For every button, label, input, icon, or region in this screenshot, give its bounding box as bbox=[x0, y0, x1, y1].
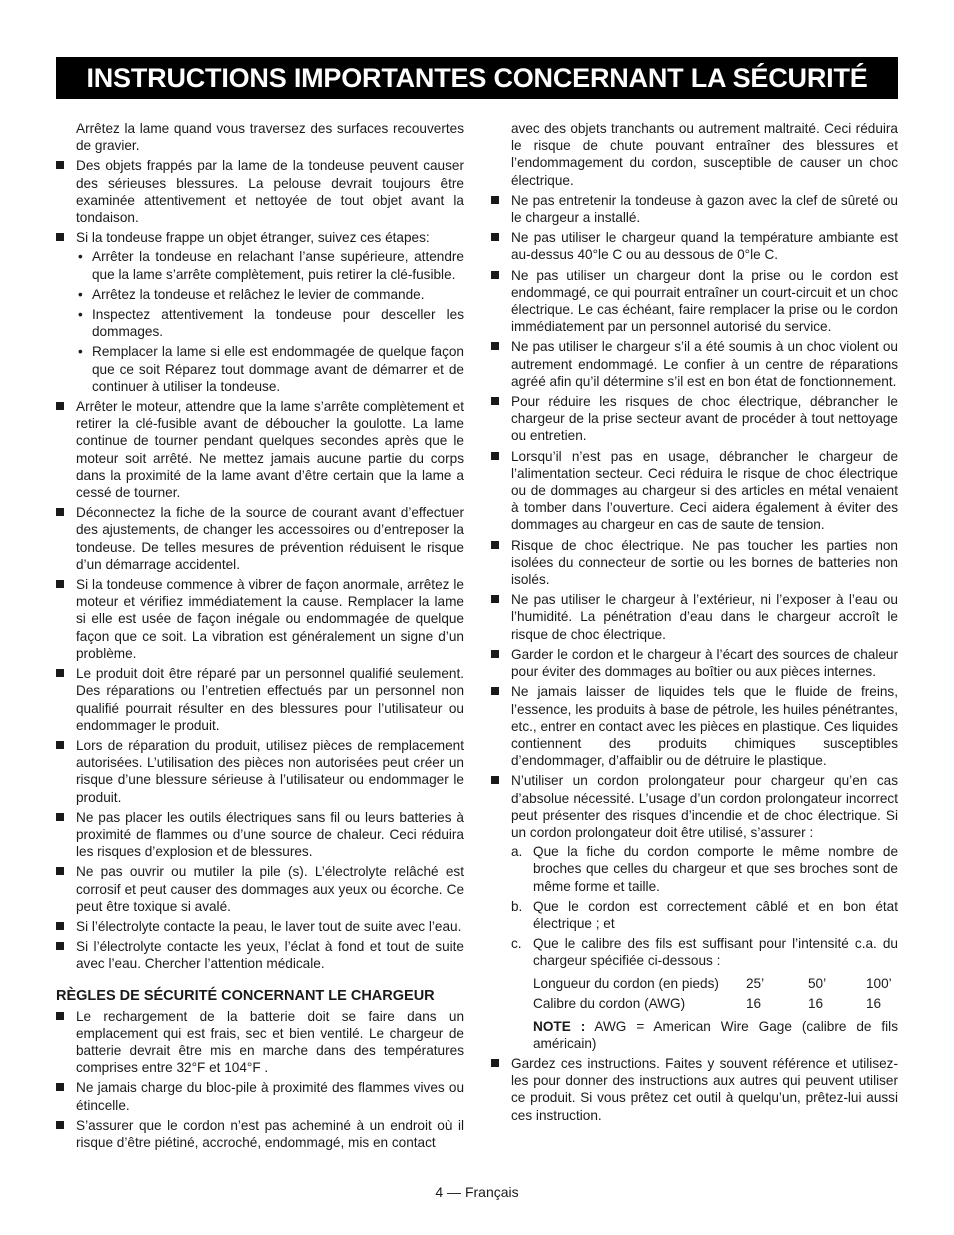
list-item: Pour réduire les risques de choc électrique, débrancher le chargeur de la prise secteur avant de procéder à tout nettoyage ou entretien. bbox=[491, 393, 898, 445]
list-item: Gardez ces instructions. Faites y souvent référence et utilisez-les pour donner des instructions aux autres qui peuvent utiliser ce produit. Si vous prêtez cet outil à quelqu’un, prêtez-lui aussi ces instruction. bbox=[491, 1055, 898, 1124]
alpha-label: a. bbox=[511, 844, 523, 860]
table-cell: 25’ bbox=[746, 975, 765, 991]
list-item: Si la tondeuse commence à vibrer de façon anormale, arrêtez le moteur et vérifiez immédiatement la cause. Remplacer la lame si elle est usée de façon inégale ou endommagée de quelque façon que ce soit. La vibration est généralement un signe d’un problème. bbox=[56, 576, 464, 662]
alpha-text: Que le calibre des fils est suffisant pour l’intensité c.a. du chargeur spécifiée ci-dessous : bbox=[533, 936, 898, 969]
list-item-text: N’utiliser un cordon prolongateur pour chargeur qu’en cas d’absolue nécessité. L’usage d’un cordon prolongateur incorrect peut présenter des risques d’incendie et de choc électrique. Si un cordon prolongateur doit être utilisé, s’assurer : bbox=[511, 773, 898, 840]
section-heading: RÈGLES DE SÉCURITÉ CONCERNANT LE CHARGEUR bbox=[56, 987, 435, 1004]
left-column bbox=[56, 120, 464, 1154]
right-column bbox=[491, 120, 898, 1127]
sub-step: • Remplacer la lame si elle est endommagée de quelque façon que ce soit Réparez tout dommage avant de démarrer et de continuer à utiliser la tondeuse. bbox=[76, 343, 464, 395]
list-item: Ne pas utiliser le chargeur quand la température ambiante est au-dessus 40°le C ou au dessous de 0°le C. bbox=[491, 229, 898, 263]
bullet-list-right bbox=[491, 192, 898, 1124]
continuation-text: avec des objets tranchants ou autrement maltraité. Ceci réduira le risque de chute pouvant entraîner des blessures et l’endommagement du cordon, susceptible de causer un choc électrique. bbox=[511, 121, 898, 188]
page-number: 4 — Français bbox=[435, 1184, 519, 1200]
page-title: INSTRUCTIONS IMPORTANTES CONCERNANT LA SÉCURITÉ bbox=[56, 57, 898, 99]
alpha-text: Que le cordon est correctement câblé et en bon état électrique ; et bbox=[533, 898, 898, 931]
table-row bbox=[533, 994, 892, 1014]
list-item: Déconnectez la fiche de la source de courant avant d’effectuer des ajustements, de changer les accessoires ou d’entreposer la tondeuse. De telles mesures de prévention réduisent le risque d’un démarrage accidentel. bbox=[56, 504, 464, 573]
list-item: Le produit doit être réparé par un personnel qualifié seulement. Des réparations ou l’entretien effectués par un personnel non qualifié pourrait résulter en des blessures pour l’utilisateur ou endommager le produit. bbox=[56, 665, 464, 734]
list-item: Ne jamais laisser de liquides tels que le fluide de freins, l’essence, les produits à base de pétrole, les huiles pénétrantes, etc., entrer en contact avec les pièces en plastique. Ces liquides contiennent des produits chimiques susceptibles d’endommager, d’affaiblir ou de détruire le plastique. bbox=[491, 683, 898, 769]
list-item: Lorsqu’il n’est pas en usage, débrancher le chargeur de l’alimentation secteur. Ceci réduira le risque de choc électrique ou de dommages au chargeur si des articles en métal venaient à tomber dans l’ouverture. Ceci aidera également à éviter des dommages au chargeur en cas de saute de tension. bbox=[491, 448, 898, 534]
table-cell: Calibre du cordon (AWG) bbox=[533, 995, 686, 1011]
list-item: Garder le cordon et le chargeur à l’écart des sources de chaleur pour éviter des dommages au boîtier ou aux pièces internes. bbox=[491, 646, 898, 680]
intro-text: Arrêtez la lame quand vous traversez des surfaces recouvertes de gravier. bbox=[76, 121, 464, 154]
list-item: Ne pas utiliser le chargeur s’il a été soumis à un choc violent ou autrement endommagé. Le confier à un centre de réparations agréé afin qu’il détermine s’il est en bon état de fonctionnement. bbox=[491, 338, 898, 390]
page-footer bbox=[0, 1184, 954, 1200]
list-item: Ne pas entretenir la tondeuse à gazon avec la clef de sûreté ou le chargeur a installé. bbox=[491, 192, 898, 226]
list-item: Si l’électrolyte contacte les yeux, l’éclat à fond et tout de suite avec l’eau. Chercher l’attention médicale. bbox=[56, 938, 464, 972]
table-cell: 16 bbox=[866, 995, 882, 1011]
alpha-item bbox=[511, 935, 898, 969]
list-item-text: Si la tondeuse frappe un objet étranger, suivez ces étapes: bbox=[76, 230, 430, 246]
list-item: Le rechargement de la batterie doit se faire dans un emplacement qui est frais, sec et bien ventilé. Le chargeur de batterie devrait être mis en marche dans des températures comprises entre 32°F et 104°F . bbox=[56, 1008, 464, 1077]
list-item: Risque de choc électrique. Ne pas toucher les parties non isolées du connecteur de sortie ou les bornes de batteries non isolés. bbox=[491, 537, 898, 589]
list-item: Si l’électrolyte contacte la peau, le laver tout de suite avec l’eau. bbox=[56, 918, 464, 935]
list-item: Arrêter le moteur, attendre que la lame s’arrête complètement et retirer la clé-fusible avant de déboucher la goulotte. La lame continue de tourner pendant quelques secondes après que le moteur soit arrêté. Ne mettez jamais aucune partie du corps dans la proximité de la lame avant d’être certain que la lame a cessé de tourner. bbox=[56, 398, 464, 501]
note bbox=[511, 1018, 898, 1052]
cord-gauge-table bbox=[533, 974, 892, 1014]
bullet-list-a bbox=[56, 157, 464, 972]
list-item: Ne jamais charge du bloc-pile à proximité des flammes vives ou étincelle. bbox=[56, 1079, 464, 1113]
list-item: Ne pas placer les outils électriques sans fil ou leurs batteries à proximité de flammes ou d’une source de chaleur. Ceci réduira les risques d’explosion et de blessures. bbox=[56, 809, 464, 861]
alpha-label: c. bbox=[511, 936, 522, 952]
list-item bbox=[56, 229, 464, 395]
alpha-item bbox=[511, 843, 898, 895]
list-item: Ne pas ouvrir ou mutiler la pile (s). L’électrolyte relâché est corrosif et peut causer des dommages aux yeux ou écorche. Ce peut être toxique si avalé. bbox=[56, 863, 464, 915]
list-item: Des objets frappés par la lame de la tondeuse peuvent causer des sérieuses blessures. La pelouse devrait toujours être examinée attentivement et nettoyée de tout objet avant la tondaison. bbox=[56, 157, 464, 226]
sub-step-list bbox=[76, 248, 464, 395]
alpha-item bbox=[511, 898, 898, 932]
table-cell: 50’ bbox=[808, 975, 827, 991]
list-item: Ne pas utiliser un chargeur dont la prise ou le cordon est endommagé, ce qui pourrait entraîner un court-circuit et un choc électrique. Le cas échéant, faire remplacer la prise ou le cordon immédiatement par un personnel autorisé du service. bbox=[491, 267, 898, 336]
sub-step: • Inspectez attentivement la tondeuse pour desceller les dommages. bbox=[76, 306, 464, 340]
note-label: NOTE : bbox=[533, 1018, 586, 1034]
list-item bbox=[491, 772, 898, 1052]
note-text: AWG = American Wire Gage (calibre de fils américain) bbox=[533, 1018, 899, 1051]
bullet-list-c bbox=[56, 1008, 464, 1152]
table-cell: 16 bbox=[808, 995, 824, 1011]
sub-step: • Arrêter la tondeuse en relachant l’anse supérieure, attendre que la lame s’arrête complètement, puis retirer la clé-fusible. bbox=[76, 248, 464, 282]
list-item: Lors de réparation du produit, utilisez pièces de remplacement autorisées. L’utilisation des pièces non autorisées peut créer un risque d’une blessure sérieuse à l’utilisateur ou endommager le produit. bbox=[56, 737, 464, 806]
table-cell: 16 bbox=[746, 995, 762, 1011]
list-item: Ne pas utiliser le chargeur à l’extérieur, ni l’exposer à l’eau ou l’humidité. La pénétration d’eau dans le chargeur accroît le risque de choc électrique. bbox=[491, 591, 898, 643]
table-cell: 100’ bbox=[866, 975, 892, 991]
alpha-label: b. bbox=[511, 898, 523, 914]
alpha-list bbox=[511, 843, 898, 969]
alpha-text: Que la fiche du cordon comporte le même nombre de broches que celles du chargeur et que ses broches sont de même forme et taille. bbox=[533, 844, 898, 894]
table-cell: Longueur du cordon (en pieds) bbox=[533, 975, 719, 991]
list-item: S’assurer que le cordon n’est pas acheminé à un endroit où il risque d’être piétiné, accroché, endommagé, mis en contact bbox=[56, 1117, 464, 1151]
table-row bbox=[533, 974, 892, 994]
sub-step: • Arrêtez la tondeuse et relâchez le levier de commande. bbox=[76, 286, 464, 303]
